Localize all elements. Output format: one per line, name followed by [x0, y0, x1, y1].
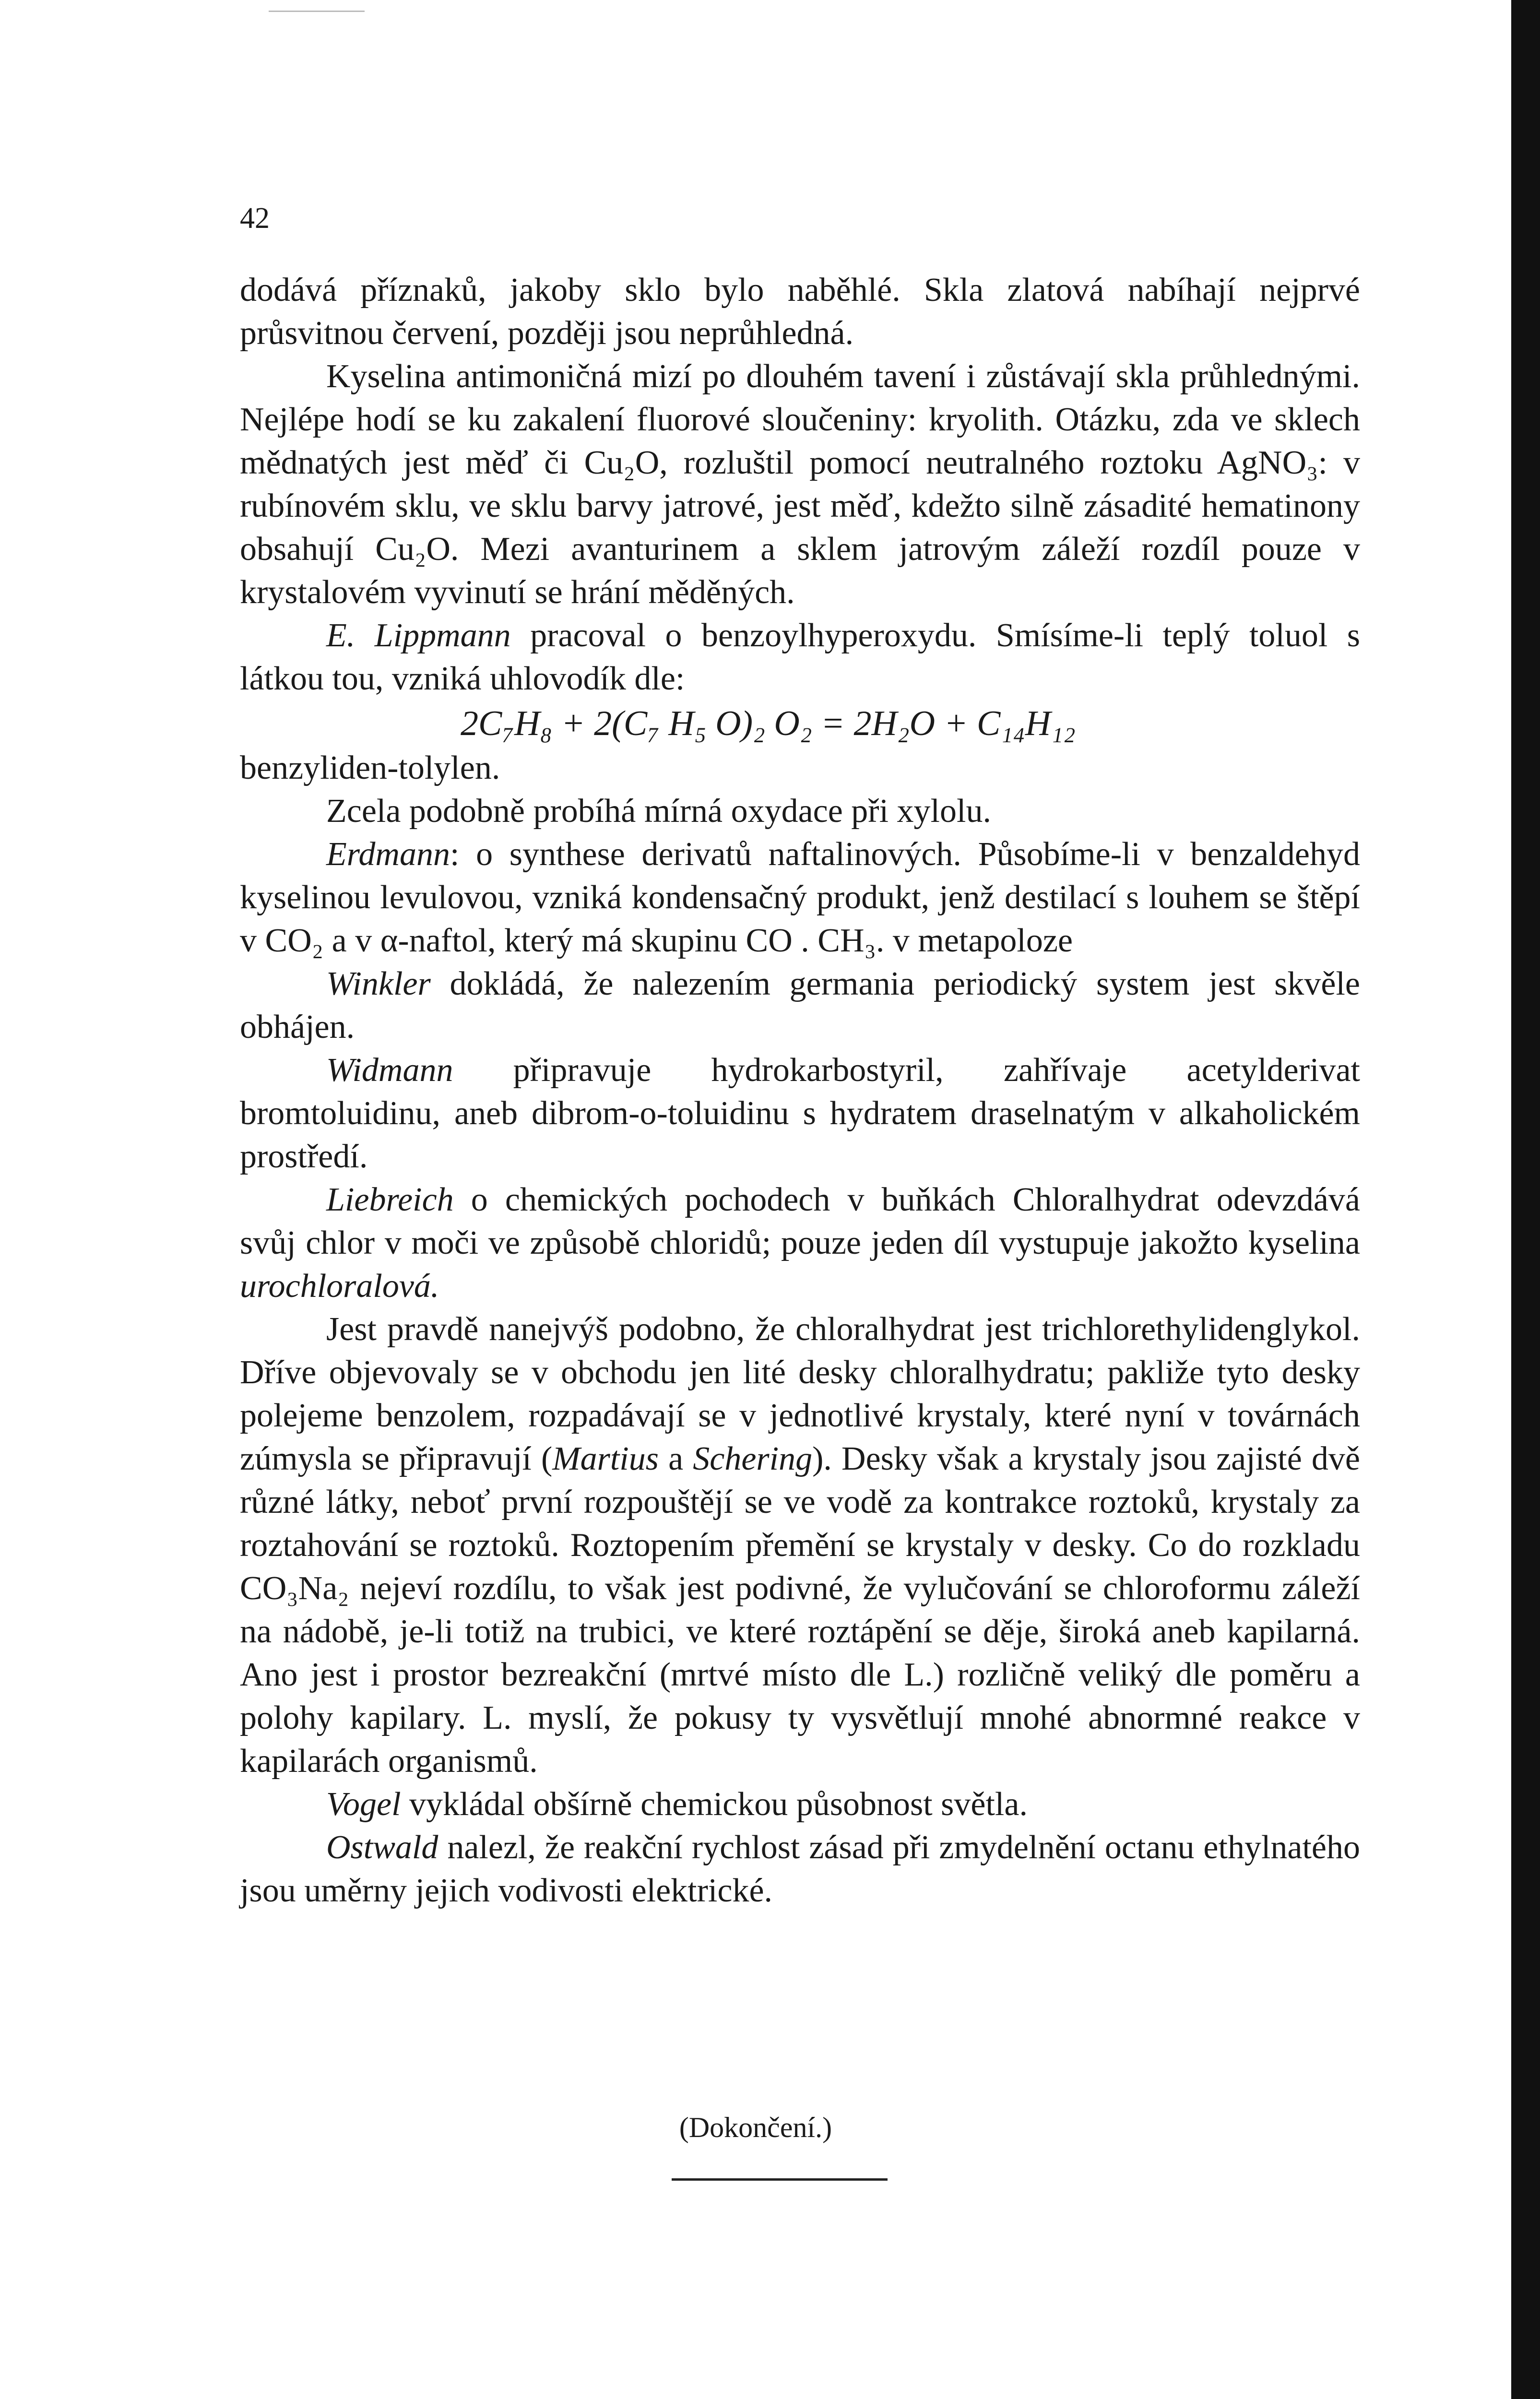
author-name: Widmann	[326, 1052, 453, 1089]
paragraph-1: dodává příznaků, jakoby sklo bylo naběhlé. Skla zlatová nabíhají nejprvé průsvitnou červení, později jsou neprůhledná.	[240, 272, 1360, 352]
paragraph-3: E. Lippmann pracoval o benzoylhyperoxydu. Smísíme-li teplý toluol s látkou tou, vzniká uhlovodík dle:	[240, 617, 1360, 697]
chemical-equation: 2C₇H₈ + 2(C₇ H₅ O)₂ O₂ = 2H₂O + C₁₄H₁₂	[461, 704, 1076, 743]
author-name: Ostwald	[326, 1829, 438, 1866]
page-number: 42	[240, 202, 270, 235]
paragraph-11: Ostwald nalezl, že reakční rychlost zásad při zmydelnění octanu ethylnatého jsou uměrny jejich vodivosti elektrické.	[240, 1829, 1360, 1909]
page-edge-shadow	[1511, 0, 1540, 2399]
author-name: Erdmann	[326, 836, 450, 873]
paragraph-4: Zcela podobně probíhá mírná oxydace při xylolu.	[326, 793, 991, 830]
paragraph-7: Widmann připravuje hydrokarbostyril, zahřívaje acetylderivat bromtoluidinu, aneb dibrom-o-toluidinu s hydratem draselnatým v alkaholickém prostředí.	[240, 1052, 1360, 1175]
continuation-note: (Dokončení.)	[679, 2112, 832, 2143]
equation-caption: benzyliden-tolylen.	[240, 749, 500, 786]
author-name: Liebreich	[326, 1181, 454, 1218]
paragraph-6: Winkler dokládá, že nalezením germania periodický system jest skvěle obhájen.	[240, 965, 1360, 1045]
author-name: E. Lippmann	[326, 617, 511, 654]
paragraph-10: Vogel vykládal obšírně chemickou působnost světla.	[326, 1786, 1028, 1823]
italic-term: urochloralová.	[240, 1268, 439, 1305]
paragraph-2: Kyselina antimoničná mizí po dlouhém tavení i zůstávají skla průhlednými. Nejlépe hodí se ku zakalení fluorové sloučeniny: kryolith. Otázku, zda ve sklech mědnatých jest měď či Cu₂O, rozluštil pomocí neutralného roztoku AgNO₃: v rubínovém sklu, ve sklu barvy jatrové, jest měď, kdežto silně zásadité hematinony obsahují Cu₂O. Mezi avanturinem a sklem jatrovým záleží rozdíl pouze v krystalovém vyvinutí se hrání měděných.	[240, 358, 1360, 611]
paragraph-5: Erdmann: o synthese derivatů naftalinových. Působíme-li v benzaldehyd kyselinou levulovou, vzniká kondensačný produkt, jenž destilací s louhem se štěpí v CO₂ a v α-naftol, který má skupinu CO . CH₃. v metapoloze	[240, 836, 1360, 959]
author-name: Schering	[693, 1440, 813, 1477]
paragraph-8: Liebreich o chemických pochodech v buňkách Chloralhydrat odevzdává svůj chlor v moči ve způsobě chloridů; pouze jeden díl vystupuje jakožto kyselina urochloralová.	[240, 1181, 1360, 1305]
main-text	[240, 269, 1360, 1912]
author-name: Martius	[552, 1440, 659, 1477]
author-name: Vogel	[326, 1786, 401, 1823]
footer-divider	[672, 2178, 888, 2181]
author-name: Winkler	[326, 965, 431, 1002]
page-top-margin-mark	[269, 0, 365, 12]
paragraph-9: Jest pravdě nanejvýš podobno, že chloralhydrat jest trichlorethylidenglykol. Dříve objevovaly se v obchodu jen lité desky chloralhydratu; pakliže tyto desky polejeme benzolem, rozpadávají se v jednotlivé krystaly, které nyní v továrnách zúmysla se připravují (Martius a Schering). Desky však a krystaly jsou zajisté dvě různé látky, neboť první rozpouštějí se ve vodě za kontrakce roztoků, krystaly za roztahování se roztoků. Roztopením přemění se krystaly v desky. Co do rozkladu CO₃Na₂ nejeví rozdílu, to však jest podivné, že vylučování se chloroformu záleží na nádobě, je-li totiž na trubici, ve které roztápění se děje, široká aneb kapilarná. Ano jest i prostor bezreakční (mrtvé místo dle L.) rozličně veliký dle poměru a polohy kapilary. L. myslí, že pokusy ty vysvětlují mnohé abnormné reakce v kapilarách organismů.	[240, 1311, 1360, 1780]
